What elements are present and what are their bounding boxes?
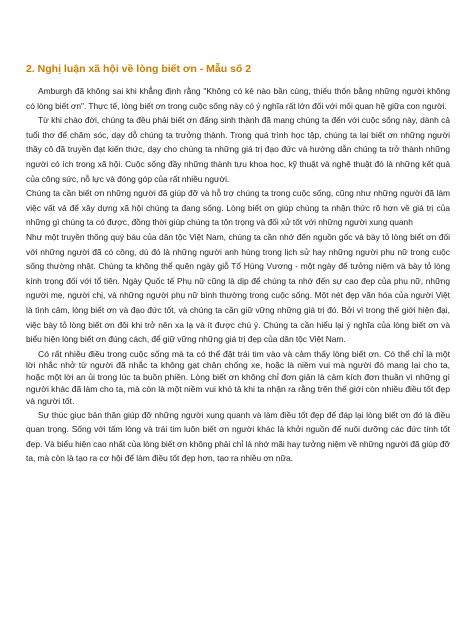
paragraph-2: Từ khi chào đời, chúng ta đều phải biết ơn đấng sinh thành đã mang chúng ta đến với cuộc sống này, dành cả tuổi thơ để chăm sóc, dạy dỗ chúng ta trưởng thành. Trong quá trình học tập, chúng ta lại biết ơn những người thầy cô đã truyền đạt kiến thức, dạy cho chúng ta những giá trị đạo đức và hướng dẫn chúng ta trở thành những người có ích trong xã hội. Cuộc sống đầy những thành tựu khoa học, kỹ thuật và nghệ thuật đó là những kết quả của công sức, nỗ lực và đóng góp của rất nhiều người. (26, 115, 450, 184)
document-title: 2. Nghị luận xã hội về lòng biết ơn - Mẫu số 2 (26, 63, 252, 75)
paragraph-6: Sự thúc giục bản thân giúp đỡ những người xung quanh và làm điều tốt đẹp để đáp lại lòng biết ơn đó là điều quan trọng. Sống với tấm lòng và trái tim luôn biết ơn người khác là khởi nguồn để nuôi dưỡng các đức tính tốt đẹp. Và biểu hiện cao nhất của lòng biết ơn không phải chỉ là nhớ mãi hay tưởng niệm về những người đã giúp đỡ ta, mà còn là tạo ra cơ hội để làm điều tốt đẹp hơn, tạo ra nhiều ơn nữa. (26, 409, 450, 464)
paragraph-4: Như một truyền thống quý báu của dân tộc Việt Nam, chúng ta cần nhớ đến nguồn gốc và bày tỏ lòng biết ơn đối với những người đã có công, dù đó là những người anh hùng trong lịch sử hay những người phụ nữ trong cuộc sống thường nhật. Chúng ta không thể quên ngày giỗ Tổ Hùng Vương - một ngày để tưởng niệm và bày tỏ lòng kính trọng đối với tổ tiên. Ngày Quốc tế Phụ nữ cũng là dịp để chúng ta nhớ đến sự cao đẹp của phụ nữ, những người mẹ, người chị, và những người phụ nữ bình thường trong cuộc sống. Một nét đẹp văn hóa của người Việt là tình cảm, lòng biết ơn và đạo đức tốt, và chúng ta cần giữ vững những giá trị đó. Bởi vì trong thế giới hiện đại, việc bày tỏ lòng biết ơn đôi khi trở nên xa lạ và ít được chú ý. Chúng ta cần hiểu lại ý nghĩa của lòng biết ơn và biểu hiện lòng biết ơn đúng cách, để giữ vững những giá trị đẹp của dân tộc Việt Nam. (26, 231, 450, 345)
paragraph-3: Chúng ta cần biết ơn những người đã giúp đỡ và hỗ trợ chúng ta trong cuộc sống, cũng như những người đã làm việc vất vả để xây dựng xã hội chúng ta đang sống. Lòng biết ơn giúp chúng ta nhận thức rõ hơn về giá trị của những gì chúng ta có được, đồng thời giúp chúng ta tôn trọng và đối xử tốt với những người xung quanh (26, 188, 450, 228)
paragraph-1: Amburgh đã không sai khi khẳng định rằng "Không có kẻ nào bần cùng, thiếu thốn bằng những người không có lòng biết ơn". Thực tế, lòng biết ơn trong cuộc sống này có ý nghĩa rất lớn đối với mối quan hệ giữa con người. (26, 86, 450, 111)
paragraph-5: Có rất nhiều điều trong cuộc sống mà ta có thể đặt trái tim vào và cảm thấy lòng biết ơn. Có thể chỉ là một lời nhắc nhở từ người đã nhắc ta không gạt chân chống xe, hoặc là niềm vui mà người đó mang lại cho ta, hoặc một lời an ủi trong lúc ta buồn phiền. Lòng biết ơn không chỉ đơn giản là cảm kích đơn thuần vì những gì người khác đã làm cho ta, mà còn là một niềm vui khó tả khi ta nhận ra rằng trên thế giới còn nhiều điều tốt đẹp và người tốt. (26, 348, 450, 406)
